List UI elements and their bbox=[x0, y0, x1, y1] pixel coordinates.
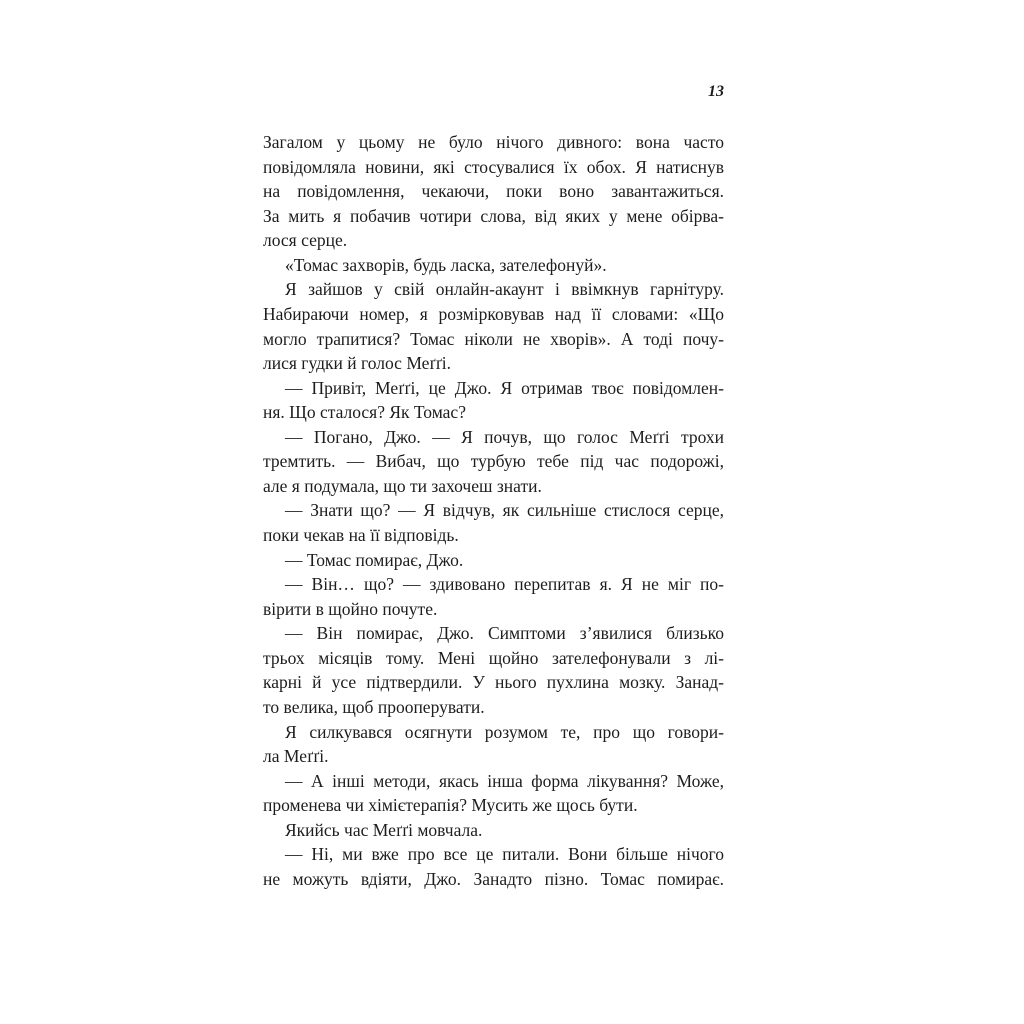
text-line: — Він… що? — здивовано перепитав я. Я не міг по- bbox=[285, 574, 724, 595]
text-line: — Погано, Джо. — Я почув, що голос Меґґі трохи bbox=[285, 426, 724, 447]
text-line: «Томас захворів, будь ласка, зателефонуй». bbox=[285, 254, 607, 275]
text-line: вірити в щойно почуте. bbox=[263, 598, 438, 619]
text-line: лися гудки й голос Меґґі. bbox=[263, 353, 451, 374]
page-number: 13 bbox=[708, 83, 724, 100]
text-line: Набираючи номер, я розмірковував над її словами: «Що bbox=[263, 303, 724, 324]
text-line: Я силкувався осягнути розумом те, про що говори- bbox=[285, 721, 724, 742]
body-text bbox=[263, 130, 724, 891]
text-line: ла Меґґі. bbox=[263, 746, 329, 767]
text-line: — Ні, ми вже про все це питали. Вони більше нічого bbox=[285, 844, 724, 865]
text-line: не можуть вдіяти, Джо. Занадто пізно. Томас помирає. bbox=[263, 868, 724, 889]
paragraph bbox=[263, 498, 724, 547]
text-line: карні й усе підтвердили. У нього пухлина мозку. Занад- bbox=[263, 672, 724, 693]
text-line: то велика, щоб прооперувати. bbox=[263, 696, 485, 717]
text-line: променева чи хімієтерапія? Мусить же щось бути. bbox=[263, 795, 638, 816]
text-line: — А інші методи, якась інша форма лікування? Може, bbox=[285, 770, 724, 791]
text-line: Якийсь час Меґґі мовчала. bbox=[285, 819, 483, 840]
paragraph bbox=[263, 548, 724, 573]
text-line: — Томас помирає, Джо. bbox=[285, 549, 464, 570]
paragraph bbox=[263, 277, 724, 375]
text-line: — Він помирає, Джо. Симптоми з’явилися близько bbox=[285, 623, 724, 644]
paragraph bbox=[263, 376, 724, 425]
text-line: могло трапитися? Томас ніколи не хворів». А тоді почу- bbox=[263, 328, 724, 349]
text-line: тремтить. — Вибач, що турбую тебе під час подорожі, bbox=[263, 451, 724, 472]
paragraph bbox=[263, 769, 724, 818]
text-line: на повідомлення, чекаючи, поки воно завантажиться. bbox=[263, 181, 724, 202]
text-line: трьох місяців тому. Мені щойно зателефонували з лі- bbox=[263, 647, 724, 668]
text-line: — Привіт, Меґґі, це Джо. Я отримав твоє повідомлен- bbox=[285, 377, 724, 398]
text-line: Я зайшов у свій онлайн-акаунт і ввімкнув гарнітуру. bbox=[285, 279, 724, 300]
text-line: — Знати що? — Я відчув, як сильніше стислося серце, bbox=[285, 500, 724, 521]
text-line: повідомляла новини, які стосувалися їх обох. Я натиснув bbox=[263, 156, 724, 177]
paragraph bbox=[263, 842, 724, 891]
text-line: але я подумала, що ти захочеш знати. bbox=[263, 475, 542, 496]
paragraph bbox=[263, 425, 724, 499]
paragraph bbox=[263, 253, 724, 278]
text-line: лося серце. bbox=[263, 230, 348, 251]
text-line: За мить я побачив чотири слова, від яких у мене обірва- bbox=[263, 205, 724, 226]
paragraph bbox=[263, 621, 724, 719]
text-line: поки чекав на її відповідь. bbox=[263, 525, 459, 545]
paragraph bbox=[263, 720, 724, 769]
text-line: ня. Що сталося? Як Томас? bbox=[263, 402, 466, 423]
paragraph bbox=[263, 572, 724, 621]
text-line: Загалом у цьому не було нічого дивного: вона часто bbox=[263, 132, 724, 152]
paragraph bbox=[263, 130, 724, 253]
paragraph bbox=[263, 818, 724, 843]
